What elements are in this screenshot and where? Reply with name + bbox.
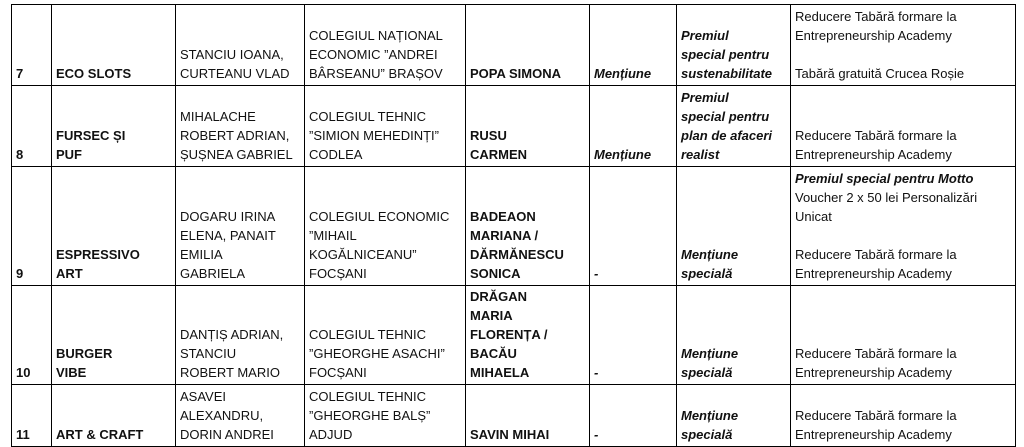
students-cell <box>176 5 305 86</box>
mention-cell: - <box>590 286 677 385</box>
student-line: GABRIELA <box>180 266 246 281</box>
student-line: ȘUȘNEA GABRIEL <box>180 147 293 162</box>
student-line: DORIN ANDREI <box>180 427 274 442</box>
student-line: ALEXANDRU, <box>180 408 264 423</box>
prize-cell <box>791 385 1016 447</box>
prize-cell <box>791 5 1016 86</box>
special-mention-cell <box>677 385 791 447</box>
project-name <box>52 286 176 385</box>
project-line: ART <box>56 266 83 281</box>
mention-line: specială <box>681 266 733 281</box>
prize-line: Entrepreneurship Academy <box>795 147 952 162</box>
prize-line: Entrepreneurship Academy <box>795 365 952 380</box>
school-line: ”GHEORGHE BALȘ” <box>309 408 431 423</box>
mentor-line: RUSU <box>470 128 507 143</box>
project-name: ART & CRAFT <box>52 385 176 447</box>
mentor-line: DRĂGAN <box>470 289 528 304</box>
student-line: STANCIU <box>180 346 237 361</box>
school-line: FOCȘANI <box>309 266 367 281</box>
school-line: COLEGIUL TEHNIC <box>309 109 427 124</box>
mention-line: Mențiune <box>681 346 739 361</box>
mentor-line: MIHAELA <box>470 365 530 380</box>
mention-line: sustenabilitate <box>681 66 773 81</box>
prize-line: Reducere Tabără formare la <box>795 9 957 24</box>
school-line: FOCȘANI <box>309 365 367 380</box>
mentor-line: MARIANA / <box>470 228 539 243</box>
students-cell <box>176 385 305 447</box>
mention-cell: - <box>590 167 677 286</box>
mentor-line: FLORENȚA / <box>470 327 548 342</box>
project-line: ESPRESSIVO <box>56 247 140 262</box>
prize-cell <box>791 86 1016 167</box>
mentor-line: BADEAON <box>470 209 536 224</box>
table-row <box>12 5 1016 86</box>
mentor-line: SAVIN MIHAI <box>470 427 550 442</box>
students-cell <box>176 86 305 167</box>
student-line: MIHALACHE <box>180 109 256 124</box>
school-cell <box>305 385 466 447</box>
prize-line: Reducere Tabără formare la <box>795 247 957 262</box>
prize-cell <box>791 286 1016 385</box>
mentor-line: BACĂU <box>470 346 517 361</box>
mention-line: special pentru <box>681 109 770 124</box>
mentor-cell <box>466 385 590 447</box>
row-number: 11 <box>12 385 52 447</box>
mention-line: specială <box>681 427 733 442</box>
mention-line: Premiul <box>681 28 729 43</box>
school-line: COLEGIUL ECONOMIC <box>309 209 450 224</box>
mentor-line: DĂRMĂNESCU <box>470 247 564 262</box>
school-cell <box>305 286 466 385</box>
project-line: FURSEC ȘI <box>56 128 126 143</box>
student-line: DANȚIȘ ADRIAN, <box>180 327 284 342</box>
school-line: CODLEA <box>309 147 363 162</box>
students-cell <box>176 167 305 286</box>
mentor-cell <box>466 167 590 286</box>
prize-line: Reducere Tabără formare la <box>795 408 957 423</box>
school-line: ”SIMION MEHEDINȚI” <box>309 128 439 143</box>
mentor-line: CARMEN <box>470 147 528 162</box>
students-cell <box>176 286 305 385</box>
project-line: BURGER <box>56 346 113 361</box>
school-cell <box>305 5 466 86</box>
student-line: EMILIA <box>180 247 223 262</box>
school-line: COLEGIUL NAȚIONAL <box>309 28 443 43</box>
project-name: ECO SLOTS <box>52 5 176 86</box>
mentor-cell <box>466 5 590 86</box>
mention-line: specială <box>681 365 733 380</box>
mention-cell: Mențiune <box>590 5 677 86</box>
school-line: BÂRSEANU” BRAȘOV <box>309 66 443 81</box>
table-row <box>12 86 1016 167</box>
prize-line: Reducere Tabără formare la <box>795 128 957 143</box>
row-number: 7 <box>12 5 52 86</box>
mentor-line: POPA SIMONA <box>470 66 562 81</box>
prize-cell <box>791 167 1016 286</box>
prize-line: Reducere Tabără formare la <box>795 346 957 361</box>
student-line: ELENA, PANAIT <box>180 228 276 243</box>
school-cell <box>305 86 466 167</box>
school-line: ECONOMIC ”ANDREI <box>309 47 438 62</box>
prize-title: Premiul special pentru Motto <box>795 171 974 186</box>
mentor-line: SONICA <box>470 266 521 281</box>
prize-line: Tabără gratuită Crucea Roșie <box>795 66 965 81</box>
prize-line: Entrepreneurship Academy <box>795 266 952 281</box>
mentor-cell <box>466 286 590 385</box>
student-line: ROBERT MARIO <box>180 365 280 380</box>
project-line: PUF <box>56 147 82 162</box>
mention-line: plan de afaceri <box>681 128 773 143</box>
row-number: 8 <box>12 86 52 167</box>
mentor-line: MARIA <box>470 308 513 323</box>
prize-line: Entrepreneurship Academy <box>795 427 952 442</box>
prize-line: Entrepreneurship Academy <box>795 28 952 43</box>
mention-line: special pentru <box>681 47 770 62</box>
project-name <box>52 167 176 286</box>
student-line: CURTEANU VLAD <box>180 66 290 81</box>
mention-line: realist <box>681 147 720 162</box>
school-line: ”GHEORGHE ASACHI” <box>309 346 445 361</box>
awards-table <box>11 4 1016 447</box>
table-row <box>12 385 1016 447</box>
table-row <box>12 286 1016 385</box>
school-line: ADJUD <box>309 427 353 442</box>
special-mention-cell <box>677 5 791 86</box>
row-number: 9 <box>12 167 52 286</box>
mention-cell: Mențiune <box>590 86 677 167</box>
mention-line: Premiul <box>681 90 729 105</box>
project-name <box>52 86 176 167</box>
prize-line: Unicat <box>795 209 832 224</box>
student-line: STANCIU IOANA, <box>180 47 284 62</box>
school-line: KOGĂLNICEANU” <box>309 247 417 262</box>
school-line: COLEGIUL TEHNIC <box>309 389 427 404</box>
special-mention-cell <box>677 167 791 286</box>
mention-line: Mențiune <box>681 408 739 423</box>
mention-line: Mențiune <box>681 247 739 262</box>
project-line: VIBE <box>56 365 87 380</box>
student-line: ROBERT ADRIAN, <box>180 128 290 143</box>
school-line: ”MIHAIL <box>309 228 357 243</box>
student-line: DOGARU IRINA <box>180 209 276 224</box>
table-row <box>12 167 1016 286</box>
prize-line: Voucher 2 x 50 lei Personalizări <box>795 190 978 205</box>
school-line: COLEGIUL TEHNIC <box>309 327 427 342</box>
row-number: 10 <box>12 286 52 385</box>
special-mention-cell <box>677 86 791 167</box>
special-mention-cell <box>677 286 791 385</box>
mentor-cell <box>466 86 590 167</box>
student-line: ASAVEI <box>180 389 227 404</box>
school-cell <box>305 167 466 286</box>
mention-cell: - <box>590 385 677 447</box>
